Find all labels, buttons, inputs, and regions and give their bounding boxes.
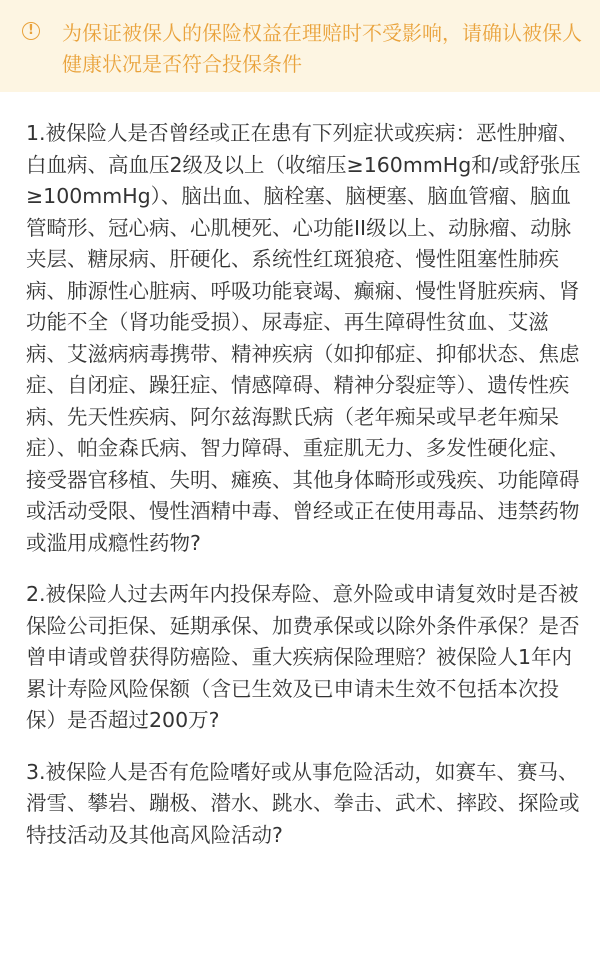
health-notice-banner <box>0 0 600 92</box>
question-2: 2.被保险人过去两年内投保寿险、意外险或申请复效时是否被保险公司拒保、延期承保、加费承保或以除外条件承保？是否曾申请或曾获得防癌险、重大疾病保险理赔？被保险人1年内累计寿险风险保额（含已生效及已申请未生效不包括本次投保）是否超过200万? <box>26 582 580 732</box>
notice-text: 为保证被保人的保险权益在理赔时不受影响，请确认被保人健康状况是否符合投保条件 <box>62 21 582 76</box>
question-3: 3.被保险人是否有危险嗜好或从事危险活动，如赛车、赛马、滑雪、攀岩、蹦极、潜水、跳水、拳击、武术、摔跤、探险或特技活动及其他高风险活动? <box>26 759 580 847</box>
health-questions <box>0 92 600 851</box>
exclamation-circle-icon: ! <box>22 22 40 40</box>
question-1: 1.被保险人是否曾经或正在患有下列症状或疾病：恶性肿瘤、白血病、高血压2级及以上（收缩压≥160mmHg和/或舒张压≥100mmHg）、脑出血、脑栓塞、脑梗塞、脑血管瘤、脑血管畸形、冠心病、心肌梗死、心功能II级以上、动脉瘤、动脉夹层、糖尿病、肝硬化、系统性红斑狼疮、慢性阻塞性肺疾病、肺源性心脏病、呼吸功能衰竭、癫痫、慢性肾脏疾病、肾功能不全（肾功能受损）、尿毒症、再生障碍性贫血、艾滋病、艾滋病病毒携带、精神疾病（如抑郁症、抑郁状态、焦虑症、自闭症、躁狂症、情感障碍、精神分裂症等）、遗传性疾病、先天性疾病、阿尔兹海默氏病（老年痴呆或早老年痴呆症）、帕金森氏病、智力障碍、重症肌无力、多发性硬化症、接受器官移植、失明、瘫痪、其他身体畸形或残疾、功能障碍或活动受限、慢性酒精中毒、曾经或正在使用毒品、违禁药物或滥用成瘾性药物? <box>26 121 581 555</box>
